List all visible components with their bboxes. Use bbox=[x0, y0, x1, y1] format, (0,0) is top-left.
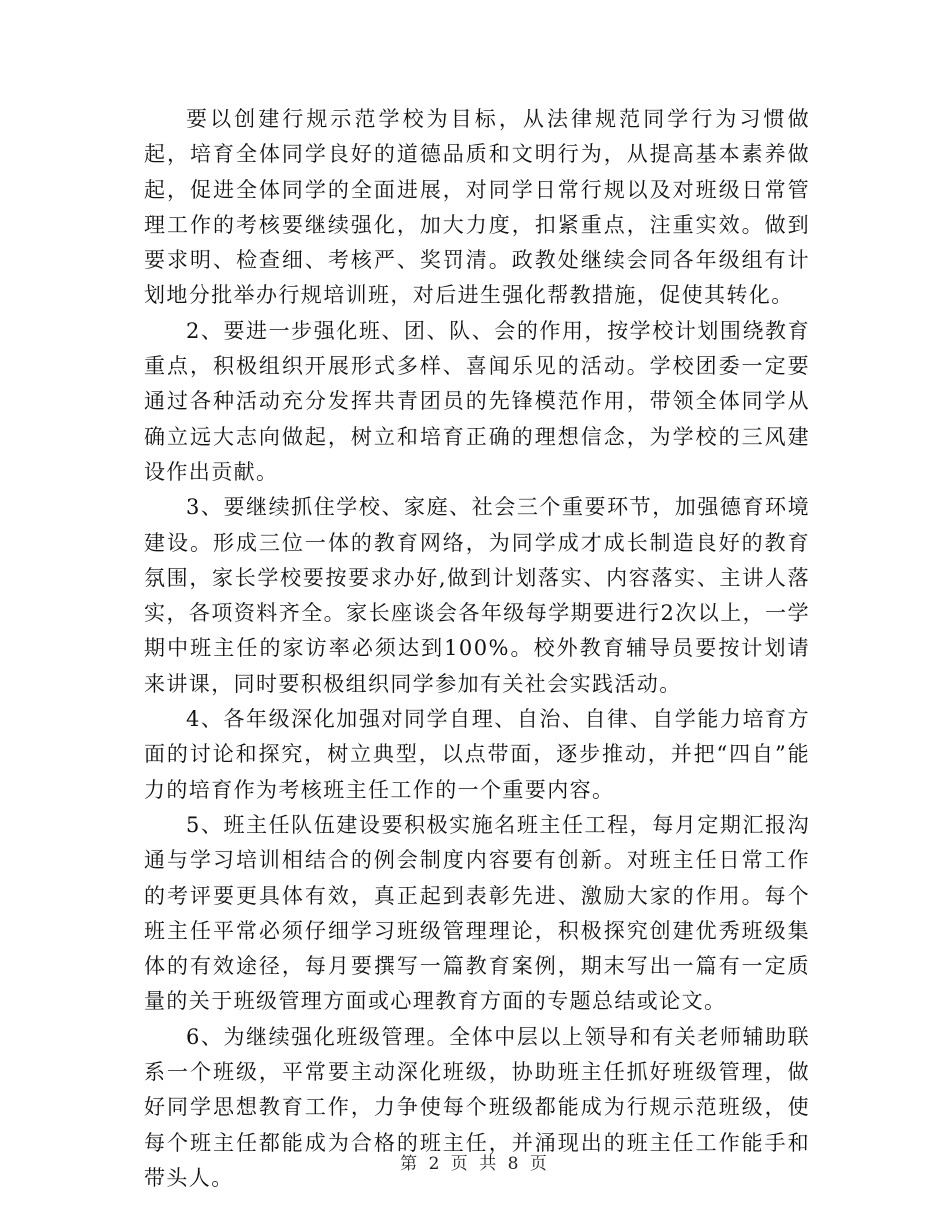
page-number-footer: 第 2 页 共 8 页 bbox=[400, 1154, 550, 1174]
paragraph-3: 3、要继续抓住学校、家庭、社会三个重要环节，加强德育环境建设。形成三位一体的教育网络，为同学成才成长制造良好的教育氛围，家长学校要按要求办好,做到计划落实、内容落实、主讲人落实，各项资料齐全。家长座谈会各年级每学期要进行2次以上，一学期中班主任的家访率必须达到100%。校外教育辅导员要按计划请来讲课，同时要积极组织同学参加有关社会实践活动。 bbox=[144, 495, 810, 696]
paragraph-1: 要以创建行规示范学校为目标，从法律规范同学行为习惯做起，培育全体同学良好的道德品质和文明行为，从提高基本素养做起，促进全体同学的全面进展，对同学日常行规以及对班级日常管理工作的考核要继续强化，加大力度，扣紧重点，注重实效。做到要求明、检查细、考核严、奖罚清。政教处继续会同各年级组有计划地分批举办行规培训班，对后进生强化帮教措施，促使其转化。 bbox=[144, 107, 810, 308]
document-body bbox=[144, 102, 810, 1196]
paragraph-5: 5、班主任队伍建设要积极实施名班主任工程，每月定期汇报沟通与学习培训相结合的例会制度内容要有创新。对班主任日常工作的考评要更具体有效，真正起到表彰先进、激励大家的作用。每个班主任平常必须仔细学习班级管理理论，积极探究创建优秀班级集体的有效途径，每月要撰写一篇教育案例，期末写出一篇有一定质量的关于班级管理方面或心理教育方面的专题总结或论文。 bbox=[144, 812, 810, 1014]
paragraph-6: 6、为继续强化班级管理。全体中层以上领导和有关老师辅助联系一个班级，平常要主动深化班级，协助班主任抓好班级管理，做好同学思想教育工作，力争使每个班级都能成为行规示范班级，使每个班主任都能成为合格的班主任，并涌现出的班主任工作能手和带头人。 bbox=[144, 1024, 810, 1190]
paragraph-4: 4、各年级深化加强对同学自理、自治、自律、自学能力培育方面的讨论和探究，树立典型，以点带面，逐步推动，并把“四自”能力的培育作为考核班主任工作的一个重要内容。 bbox=[144, 707, 810, 802]
paragraph-2: 2、要进一步强化班、团、队、会的作用，按学校计划围绕教育重点，积极组织开展形式多样、喜闻乐见的活动。学校团委一定要通过各种活动充分发挥共青团员的先锋模范作用，带领全体同学从确立远大志向做起，树立和培育正确的理想信念，为学校的三风建设作出贡献。 bbox=[144, 318, 810, 484]
